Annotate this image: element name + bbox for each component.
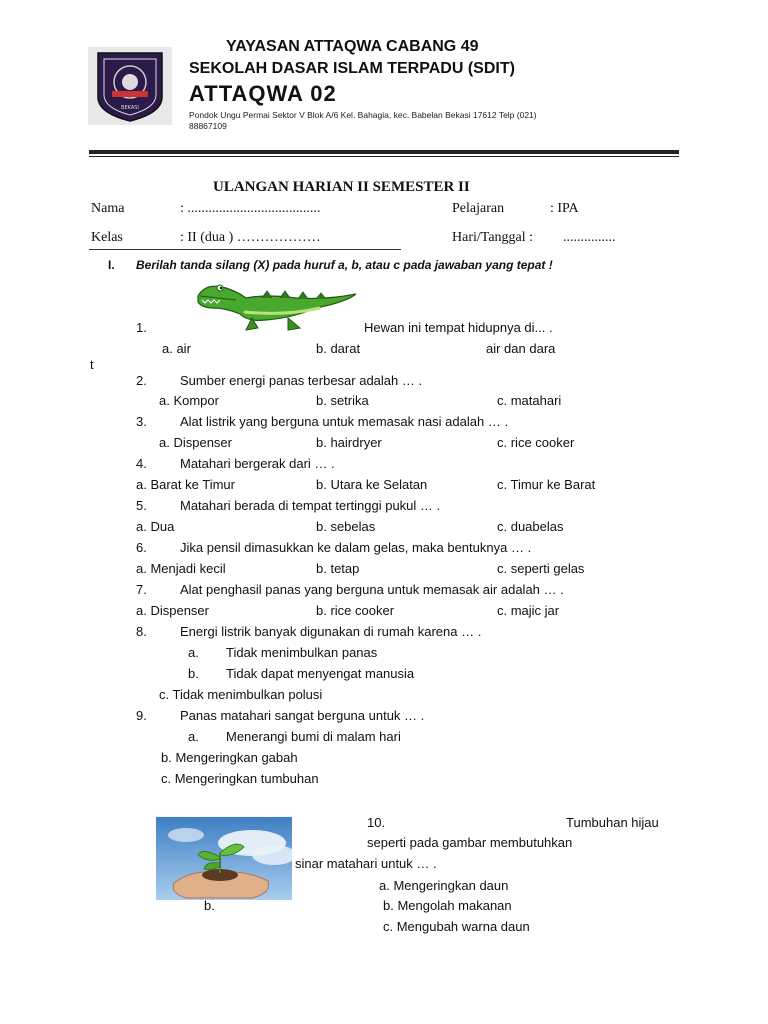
q9-option-a-letter: a.: [188, 729, 199, 744]
q8-option-b-letter: b.: [188, 666, 199, 681]
q10-option-b: b. Mengolah makanan: [383, 898, 512, 913]
q5-text: Matahari berada di tempat tertinggi pukul … .: [180, 498, 441, 513]
q2-option-a: a. Kompor: [159, 393, 219, 408]
q6-number: 6.: [136, 540, 147, 555]
q8-option-a: Tidak menimbulkan panas: [226, 645, 378, 660]
header-foundation: YAYASAN ATTAQWA CABANG 49: [226, 38, 479, 55]
q3-option-c: c. rice cooker: [497, 435, 575, 450]
q7-number: 7.: [136, 582, 147, 597]
q7-option-b: b. rice cooker: [316, 603, 395, 618]
q1-number: 1.: [136, 320, 147, 335]
q9-option-a: Menerangi bumi di malam hari: [226, 729, 401, 744]
nama-field: : ......................................: [180, 201, 321, 216]
plant-in-hands-image: [156, 817, 292, 900]
q4-number: 4.: [136, 456, 147, 471]
q10-stray-letter: b.: [204, 898, 215, 913]
q8-option-a-letter: a.: [188, 645, 199, 660]
q10-text-1: Tumbuhan hijau: [566, 815, 659, 830]
kelas-label: Kelas: [91, 230, 123, 245]
q6-option-c: c. seperti gelas: [497, 561, 585, 576]
school-logo: [88, 47, 172, 125]
q10-text-3: sinar matahari untuk … .: [295, 856, 437, 871]
q1-option-b: b. darat: [316, 341, 361, 356]
q4-option-a: a. Barat ke Timur: [136, 477, 235, 492]
q5-option-b: b. sebelas: [316, 519, 376, 534]
q7-text: Alat penghasil panas yang berguna untuk memasak air adalah … .: [180, 582, 564, 597]
q5-option-c: c. duabelas: [497, 519, 564, 534]
q6-option-b: b. tetap: [316, 561, 360, 576]
kelas-field: : II (dua ) ………………: [180, 230, 321, 245]
q8-text: Energi listrik banyak digunakan di rumah karena … .: [180, 624, 482, 639]
q7-option-a: a. Dispenser: [136, 603, 209, 618]
q2-option-c: c. matahari: [497, 393, 562, 408]
q9-option-b: b. Mengeringkan gabah: [161, 750, 298, 765]
q6-text: Jika pensil dimasukkan ke dalam gelas, maka bentuknya … .: [180, 540, 532, 555]
q10-option-a: a. Mengeringkan daun: [379, 878, 509, 893]
q8-number: 8.: [136, 624, 147, 639]
section-number: I.: [108, 258, 115, 272]
exam-title: ULANGAN HARIAN II SEMESTER II: [213, 179, 470, 195]
q1-option-c-wrap: t: [90, 357, 94, 372]
q1-text: Hewan ini tempat hidupnya di... .: [364, 320, 553, 335]
svg-text:BEKASI: BEKASI: [121, 105, 139, 111]
q10-number: 10.: [367, 815, 386, 830]
header-address: Pondok Ungu Permai Sektor V Blok A/6 Kel. Bahagia, kec. Babelan Bekasi 17612 Telp (021): [189, 110, 537, 120]
q5-option-a: a. Dua: [136, 519, 175, 534]
nama-label: Nama: [91, 201, 125, 216]
q3-text: Alat listrik yang berguna untuk memasak nasi adalah … .: [180, 414, 509, 429]
info-divider: [89, 249, 401, 250]
hari-tanggal-label: Hari/Tanggal :: [452, 230, 534, 245]
crocodile-image: [196, 278, 362, 332]
q7-option-c: c. majic jar: [497, 603, 560, 618]
q3-option-a: a. Dispenser: [159, 435, 232, 450]
q1-option-a: a. air: [162, 341, 191, 356]
q9-text: Panas matahari sangat berguna untuk … .: [180, 708, 425, 723]
q8-option-b: Tidak dapat menyengat manusia: [226, 666, 415, 681]
q6-option-a: a. Menjadi kecil: [136, 561, 226, 576]
q2-option-b: b. setrika: [316, 393, 369, 408]
q4-option-c: c. Timur ke Barat: [497, 477, 596, 492]
instruction-text: Berilah tanda silang (X) pada huruf a, b, atau c pada jawaban yang tepat !: [136, 258, 553, 272]
header-rule-thick: [89, 150, 679, 154]
q2-number: 2.: [136, 373, 147, 388]
header-school-name: ATTAQWA 02: [189, 81, 337, 106]
header-rule-thin: [89, 156, 679, 157]
q5-number: 5.: [136, 498, 147, 513]
header-school-type: SEKOLAH DASAR ISLAM TERPADU (SDIT): [189, 60, 515, 77]
q9-number: 9.: [136, 708, 147, 723]
q9-option-c: c. Mengeringkan tumbuhan: [161, 771, 319, 786]
q8-option-c: c. Tidak menimbulkan polusi: [159, 687, 323, 702]
q3-number: 3.: [136, 414, 147, 429]
q4-text: Matahari bergerak dari … .: [180, 456, 335, 471]
q10-option-c: c. Mengubah warna daun: [383, 919, 530, 934]
q3-option-b: b. hairdryer: [316, 435, 382, 450]
pelajaran-label: Pelajaran: [452, 201, 505, 216]
q10-text-2: seperti pada gambar membutuhkan: [367, 835, 573, 850]
pelajaran-value: : IPA: [550, 201, 579, 216]
hari-tanggal-field: ...............: [563, 230, 616, 245]
q4-option-b: b. Utara ke Selatan: [316, 477, 428, 492]
q2-text: Sumber energi panas terbesar adalah … .: [180, 373, 423, 388]
header-phone: 88867109: [189, 121, 227, 131]
q1-option-c: air dan dara: [486, 341, 556, 356]
